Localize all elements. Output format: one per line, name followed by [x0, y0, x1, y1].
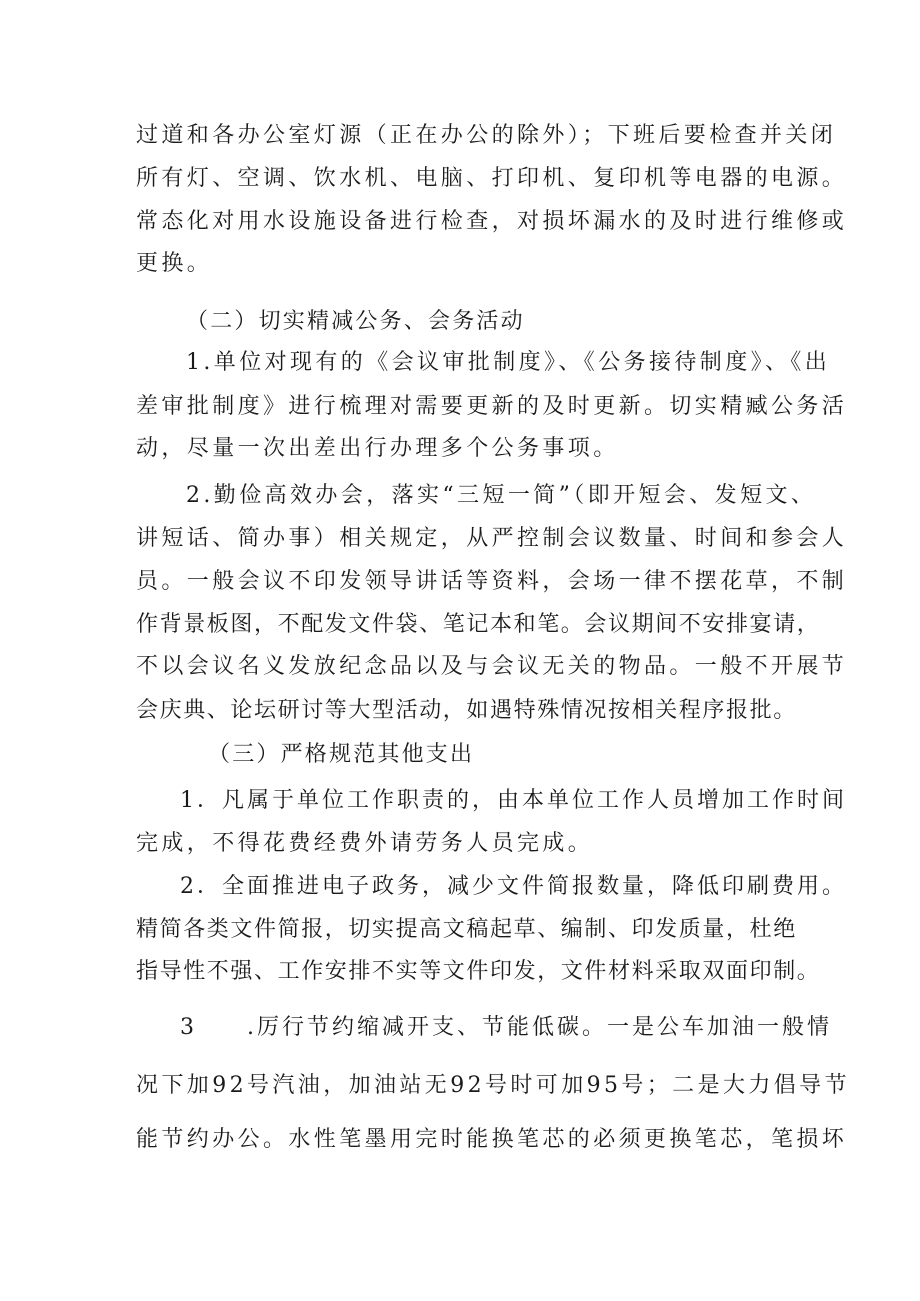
section-heading: （二）切实精减公务、会务活动	[186, 309, 525, 334]
paragraph-line: 会庆典、论坛研讨等大型活动，如遇特殊情况按相关程序报批。	[136, 698, 797, 723]
paragraph-line: 精简各类文件简报，切实提高文稿起草、编制、印发质量，杜绝	[136, 917, 797, 942]
paragraph-line: 2．全面推进电子政务，减少文件简报数量，降低印刷费用。	[180, 874, 847, 899]
paragraph-line: 作背景板图，不配发文件袋、笔记本和笔。会议期间不安排宴请，	[136, 612, 821, 637]
paragraph-line: 能节约办公。水性笔墨用完时能换笔芯的必须更换笔芯，笔损坏	[136, 1127, 848, 1152]
paragraph-line: 2.勤俭高效办会，落实“三短一简”（即开短会、发短文、	[186, 483, 817, 508]
paragraph-line: 况下加92号汽油，加油站无92号时可加95号；二是大力倡导节	[136, 1073, 850, 1098]
paragraph-line: 不以会议名义发放纪念品以及与会议无关的物品。一般不开展节	[136, 654, 848, 679]
paragraph-line: 1．凡属于单位工作职责的，由本单位工作人员增加工作时间	[180, 788, 847, 813]
paragraph-line: 完成，不得花费经费外请劳务人员完成。	[136, 831, 594, 856]
paragraph-line: 讲短话、简办事）相关规定，从严控制会议数量、时间和参会人	[136, 526, 848, 551]
paragraph-line: 常态化对用水设施设备进行检查，对损坏漏水的及时进行维修或	[136, 209, 848, 234]
paragraph-line: 员。一般会议不印发领导讲话等资料，会场一律不摆花草，不制	[136, 569, 848, 594]
paragraph-line: 3 .厉行节约缩减开支、节能低碳。一是公车加油一般情	[180, 1015, 832, 1040]
section-heading: （三）严格规范其他支出	[208, 742, 475, 767]
paragraph-line: 指导性不强、工作安排不实等文件印发，文件材料采取双面印制。	[136, 959, 821, 984]
paragraph-line: 所有灯、空调、饮水机、电脑、打印机、复印机等电器的电源。	[136, 166, 848, 191]
paragraph-line: 1.单位对现有的《会议审批制度》、《公务接待制度》、《出	[186, 350, 831, 375]
paragraph-line: 过道和各办公室灯源（正在办公的除外）；下班后要检查并关闭	[136, 123, 837, 148]
paragraph-line: 更换。	[136, 251, 213, 276]
paragraph-line: 动，尽量一次出差出行办理多个公务事项。	[136, 436, 619, 461]
paragraph-line: 差审批制度》进行梳理对需要更新的及时更新。切实精臧公务活	[136, 394, 848, 419]
